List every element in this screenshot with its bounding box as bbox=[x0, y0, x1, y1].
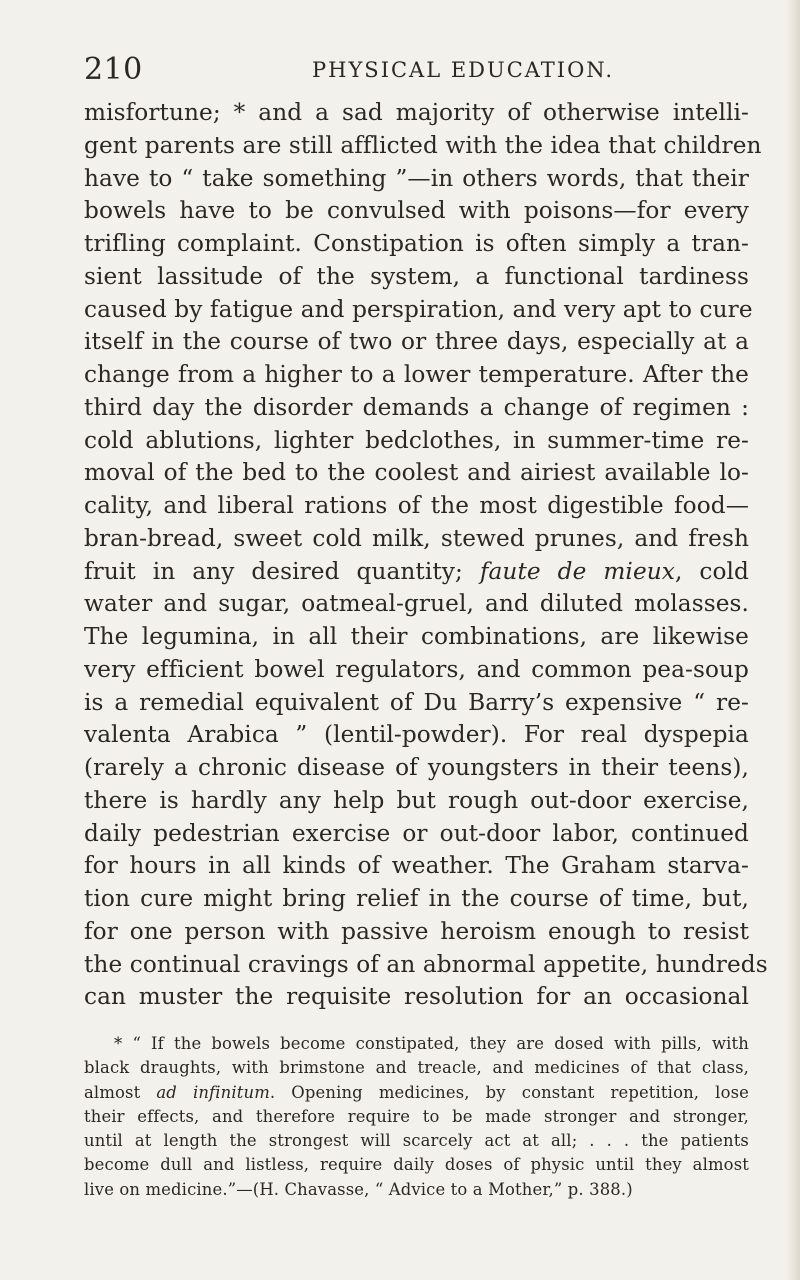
footnote-line: black draughts, with brimstone and treacle, and medicines of that class, bbox=[84, 1058, 749, 1078]
running-head: PHYSICAL EDUCATION. bbox=[312, 58, 615, 82]
footnote-line: until at length the strongest will scarcely act at all; . . . the patients bbox=[84, 1131, 749, 1151]
page-header bbox=[84, 52, 740, 92]
body-line: (rarely a chronic disease of youngsters in their teens), bbox=[84, 754, 749, 781]
body-line: have to “ take something ”—in others words, that their bbox=[84, 164, 749, 192]
body-line-text: , cold bbox=[674, 557, 749, 585]
body-line: very efficient bowel regulators, and common pea-soup bbox=[84, 655, 749, 683]
body-line bbox=[84, 556, 749, 589]
body-line: water and sugar, oatmeal-gruel, and diluted molasses. bbox=[84, 590, 749, 618]
body-line: third day the disorder demands a change of regimen : bbox=[84, 393, 749, 421]
body-line: trifling complaint. Constipation is often simply a tran- bbox=[84, 230, 749, 257]
body-line: gent parents are still afflicted with the idea that children bbox=[84, 131, 762, 159]
page-edge-shadow bbox=[786, 0, 800, 1280]
footnote-line-text: almost bbox=[84, 1082, 157, 1102]
italic-phrase: faute de mieux bbox=[479, 557, 675, 585]
body-line: itself in the course of two or three days, especially at a bbox=[84, 328, 749, 356]
body-line: misfortune; * and a sad majority of otherwise intelli- bbox=[84, 99, 749, 126]
footnote-line-text: . Opening medicines, by constant repetition, lose bbox=[269, 1082, 749, 1102]
body-line: change from a higher to a lower temperature. After the bbox=[84, 361, 749, 388]
body-line: moval of the bed to the coolest and airiest available lo- bbox=[84, 459, 749, 487]
body-line: bran-bread, sweet cold milk, stewed prunes, and fresh bbox=[84, 524, 749, 552]
footnote-line: live on medicine.”—(H. Chavasse, “ Advice to a Mother,” p. 388.) bbox=[84, 1179, 633, 1199]
body-line: there is hardly any help but rough out-door exercise, bbox=[84, 786, 749, 814]
body-line: bowels have to be convulsed with poisons—for every bbox=[84, 197, 749, 225]
footnote-line: become dull and listless, require daily doses of physic until they almost bbox=[84, 1155, 749, 1175]
body-line: caused by fatigue and perspiration, and very apt to cure bbox=[84, 295, 753, 323]
page-number: 210 bbox=[84, 52, 143, 87]
body-line: tion cure might bring relief in the course of time, but, bbox=[84, 885, 749, 912]
body-line-text: fruit in any desired quantity; bbox=[84, 557, 480, 585]
footnote-line: * “ If the bowels become constipated, they are dosed with pills, with bbox=[114, 1034, 749, 1053]
body-line: sient lassitude of the system, a functional tardiness bbox=[84, 262, 749, 290]
body-text bbox=[84, 97, 768, 1014]
body-line: valenta Arabica ” (lentil-powder). For real dyspepia bbox=[84, 721, 749, 749]
footnote-line bbox=[84, 1081, 749, 1105]
body-line: can muster the requisite resolution for an occasional bbox=[84, 983, 749, 1011]
body-line: for one person with passive heroism enough to resist bbox=[84, 917, 749, 945]
body-line: is a remedial equivalent of Du Barry’s expensive “ re- bbox=[84, 688, 749, 716]
footnote-line: their effects, and therefore require to be made stronger and stronger, bbox=[84, 1106, 749, 1126]
body-line: for hours in all kinds of weather. The Graham starva- bbox=[84, 852, 749, 880]
footnote bbox=[84, 1032, 749, 1202]
italic-phrase: ad infinitum bbox=[156, 1082, 270, 1102]
body-line: the continual cravings of an abnormal appetite, hundreds bbox=[84, 950, 768, 978]
body-line: cold ablutions, lighter bedclothes, in summer-time re- bbox=[84, 426, 749, 454]
body-line: daily pedestrian exercise or out-door labor, continued bbox=[84, 819, 749, 847]
body-line: The legumina, in all their combinations, are likewise bbox=[84, 623, 749, 650]
body-line: cality, and liberal rations of the most digestible food— bbox=[84, 492, 749, 519]
